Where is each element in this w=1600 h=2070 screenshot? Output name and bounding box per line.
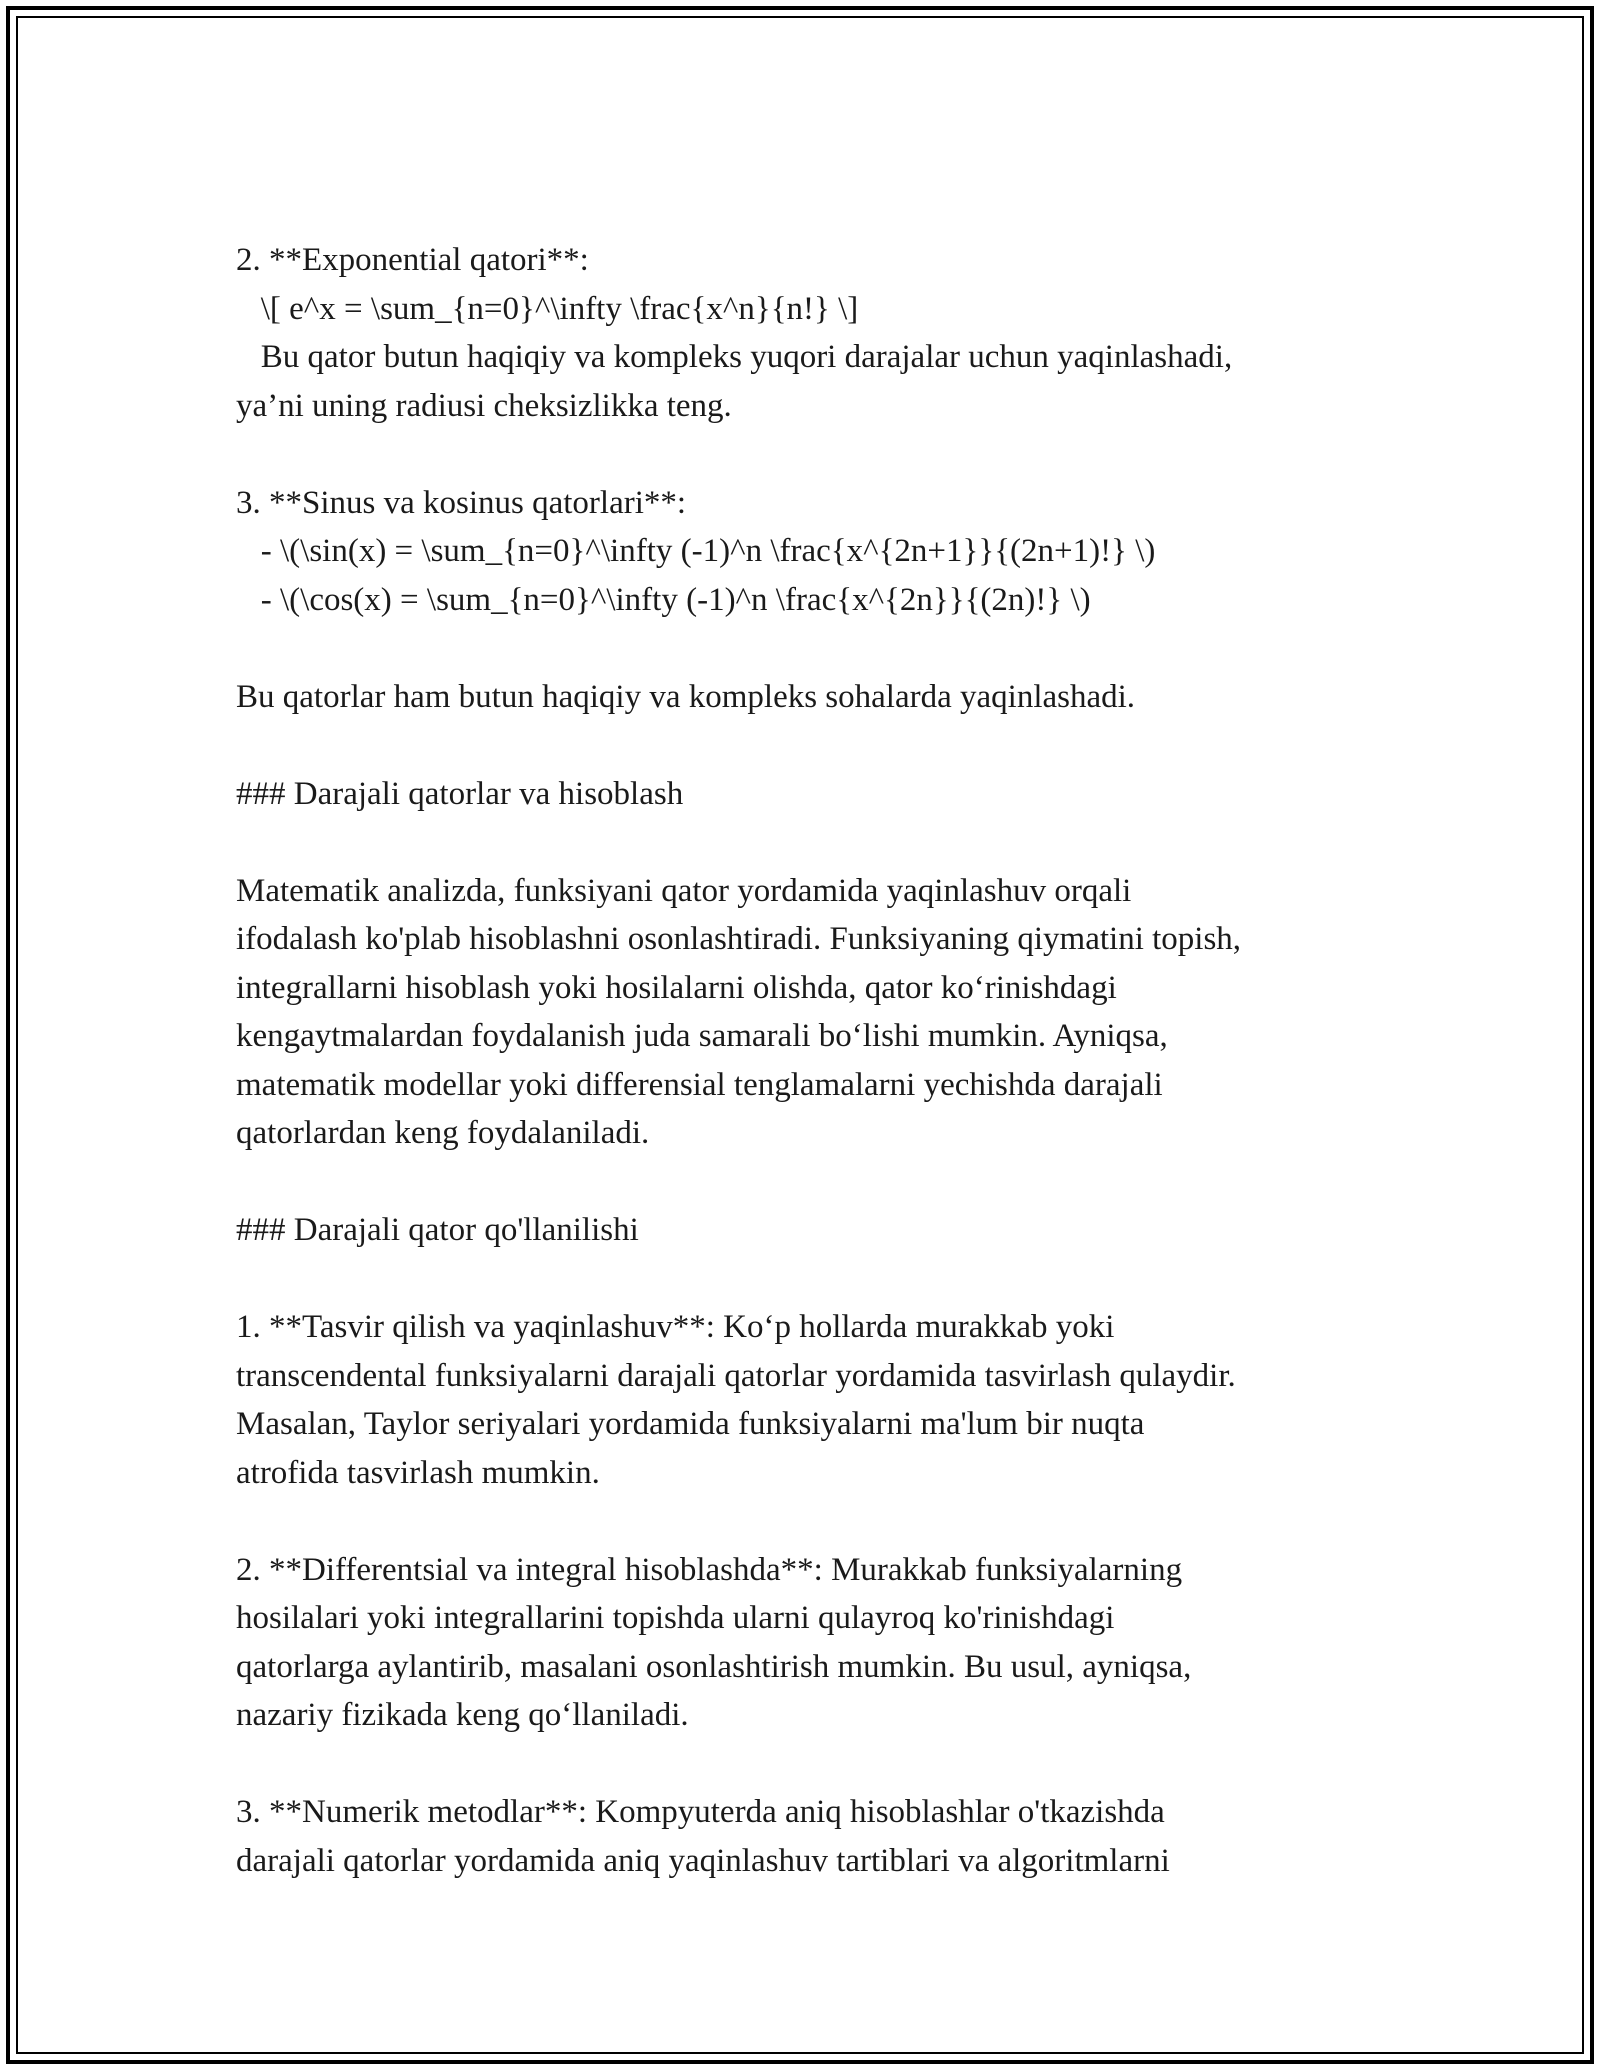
text-line: Masalan, Taylor seriyalari yordamida funksiyalarni ma'lum bir nuqta [236, 1406, 1145, 1442]
heading-line: ### Darajali qator qo'llanilishi [236, 1212, 639, 1248]
text-line: 2. **Exponential qatori**: [236, 242, 589, 278]
section-heading [236, 1206, 1376, 1255]
paragraph-gap [236, 1158, 1376, 1207]
convergence-paragraph [236, 673, 1376, 722]
formula-line: - \(\sin(x) = \sum_{n=0}^\infty (-1)^n \frac{x^{2n+1}}{(2n+1)!} \) [236, 533, 1156, 569]
text-line: nazariy fizikada keng qo‘llaniladi. [236, 1697, 689, 1733]
exponential-series-item [236, 236, 1376, 430]
text-line: integrallarni hisoblash yoki hosilalarni olishda, qator ko‘rinishdagi [236, 969, 1117, 1006]
application-item-2 [236, 1546, 1376, 1740]
text-line: hosilalari yoki integrallarini topishda ularni qulayroq ko'rinishdagi [236, 1600, 1115, 1636]
text-line: qatorlardan keng foydalaniladi. [236, 1115, 650, 1151]
section-heading [236, 770, 1376, 819]
text-line: 3. **Numerik metodlar**: Kompyuterda aniq hisoblashlar o'tkazishda [236, 1794, 1165, 1830]
paragraph-gap [236, 624, 1376, 673]
heading-line: ### Darajali qatorlar va hisoblash [236, 775, 684, 812]
formula-line: \[ e^x = \sum_{n=0}^\infty \frac{x^n}{n!} \] [236, 290, 859, 327]
paragraph-gap [236, 430, 1376, 479]
text-line: darajali qatorlar yordamida aniq yaqinlashuv tartiblari va algoritmlarni [236, 1842, 1170, 1879]
text-line: transcendental funksiyalarni darajali qatorlar yordamida tasvirlash qulaydir. [236, 1357, 1236, 1394]
text-line: Bu qatorlar ham butun haqiqiy va kompleks sohalarda yaqinlashadi. [236, 678, 1136, 715]
paragraph-gap [236, 1497, 1376, 1546]
application-item-3 [236, 1788, 1376, 1885]
paragraph-gap [236, 818, 1376, 867]
text-line: ifodalash ko'plab hisoblashni osonlashtiradi. Funksiyaning qiymatini topish, [236, 921, 1242, 957]
text-line: Bu qator butun haqiqiy va kompleks yuqori darajalar uchun yaqinlashadi, [236, 339, 1233, 375]
text-line: 2. **Differentsial va integral hisoblashda**: Murakkab funksiyalarning [236, 1551, 1183, 1588]
application-item-1 [236, 1303, 1376, 1497]
paragraph-gap [236, 1255, 1376, 1304]
text-line: matematik modellar yoki differensial tenglamalarni yechishda darajali [236, 1066, 1163, 1103]
paragraph-gap [236, 721, 1376, 770]
text-line: qatorlarga aylantirib, masalani osonlashtirish mumkin. Bu usul, ayniqsa, [236, 1648, 1192, 1685]
formula-line: - \(\cos(x) = \sum_{n=0}^\infty (-1)^n \frac{x^{2n}}{(2n)!} \) [236, 581, 1091, 618]
text-line: atrofida tasvirlash mumkin. [236, 1454, 600, 1491]
text-line: Matematik analizda, funksiyani qator yordamida yaqinlashuv orqali [236, 872, 1132, 909]
document-body [236, 236, 1376, 1885]
text-line: ya’ni uning radiusi cheksizlikka teng. [236, 387, 732, 424]
paragraph-gap [236, 1740, 1376, 1789]
text-line: 1. **Tasvir qilish va yaqinlashuv**: Ko‘p hollarda murakkab yoki [236, 1309, 1115, 1345]
text-line: kengaytmalardan foydalanish juda samarali bo‘lishi mumkin. Ayniqsa, [236, 1018, 1168, 1054]
sin-cos-series-item [236, 479, 1376, 625]
analysis-paragraph [236, 867, 1376, 1158]
text-line: 3. **Sinus va kosinus qatorlari**: [236, 484, 687, 521]
